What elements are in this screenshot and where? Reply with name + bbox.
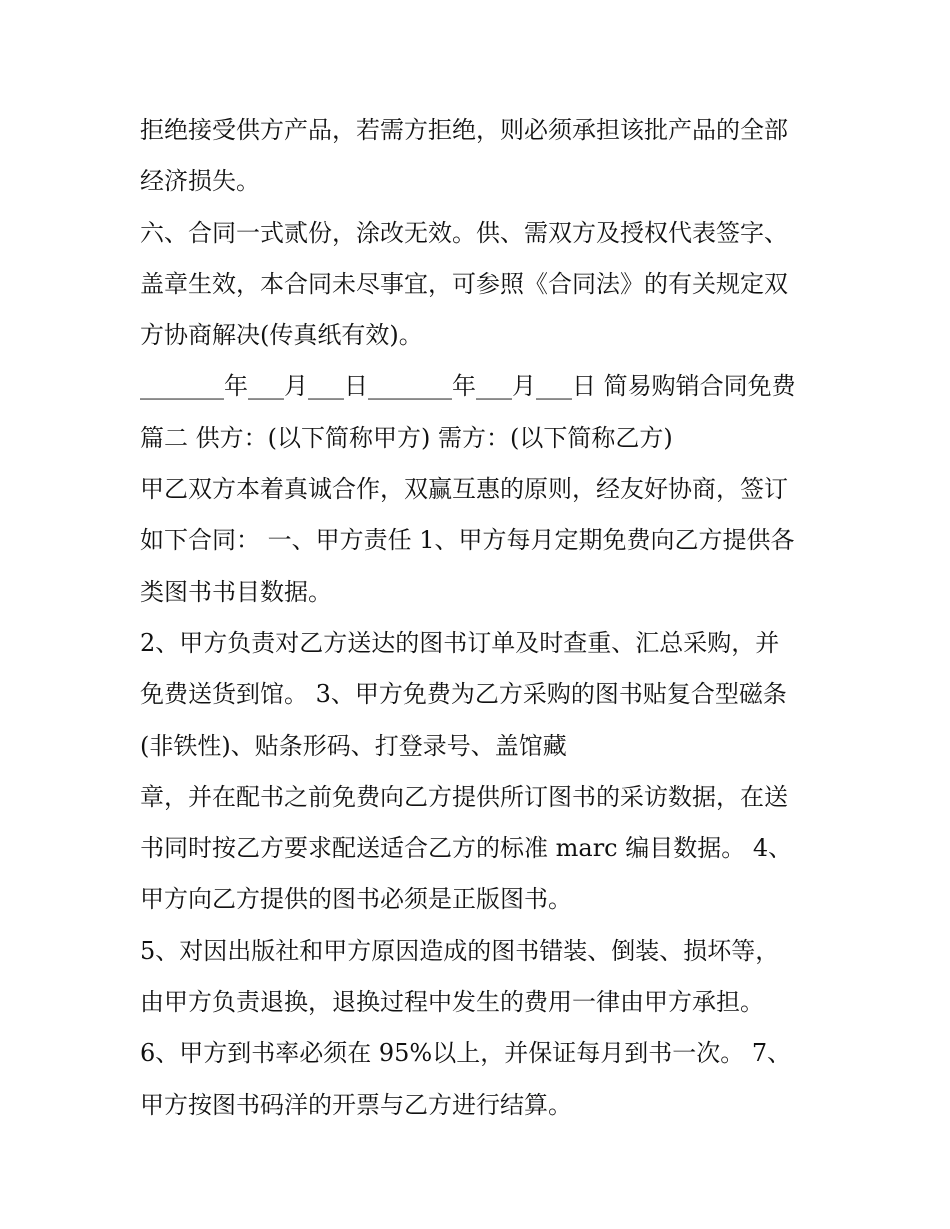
text-line: 类图书书目数据。: [140, 577, 332, 606]
text-line: 六、合同一式贰份，涂改无效。供、需双方及授权代表签字、: [140, 218, 788, 247]
text-line: 书同时按乙方要求配送适合乙方的标准 marc 编目数据。 4、: [140, 834, 793, 863]
text-line: 章，并在配书之前免费向乙方提供所订图书的采访数据，在送: [140, 782, 788, 811]
text-line: (非铁性)、贴条形码、打登录号、盖馆藏: [140, 731, 567, 760]
signature-date-line: _______年___月___日_______年___月___日 简易购销合同免费: [140, 372, 796, 401]
text-line: 方协商解决(传真纸有效)。: [140, 321, 423, 350]
text-line: 由甲方负责退换，退换过程中发生的费用一律由甲方承担。: [140, 988, 764, 1017]
section-heading-line: 篇二 供方：(以下简称甲方) 需方：(以下简称乙方): [140, 423, 673, 452]
text-line: 经济损失。: [140, 167, 260, 196]
text-line: 如下合同： 一、甲方责任 1、甲方每月定期免费向乙方提供各: [140, 526, 795, 555]
text-line: 2、甲方负责对乙方送达的图书订单及时查重、汇总采购，并: [140, 628, 780, 657]
text-line: 甲方向乙方提供的图书必须是正版图书。: [140, 885, 572, 914]
text-line: 5、对因出版社和甲方原因造成的图书错装、倒装、损坏等，: [140, 936, 780, 965]
text-line: 甲乙双方本着真诚合作，双赢互惠的原则，经友好协商，签订: [140, 475, 788, 504]
contract-text-body: [140, 105, 830, 1131]
text-line: 甲方按图书码洋的开票与乙方进行结算。: [140, 1090, 572, 1119]
text-line: 盖章生效，本合同未尽事宜，可参照《合同法》的有关规定双: [140, 269, 788, 298]
text-line: 6、甲方到书率必须在 95%以上，并保证每月到书一次。 7、: [140, 1039, 792, 1068]
text-line: 免费送货到馆。 3、甲方免费为乙方采购的图书贴复合型磁条: [140, 680, 787, 709]
text-line: 拒绝接受供方产品，若需方拒绝，则必须承担该批产品的全部: [140, 116, 788, 144]
